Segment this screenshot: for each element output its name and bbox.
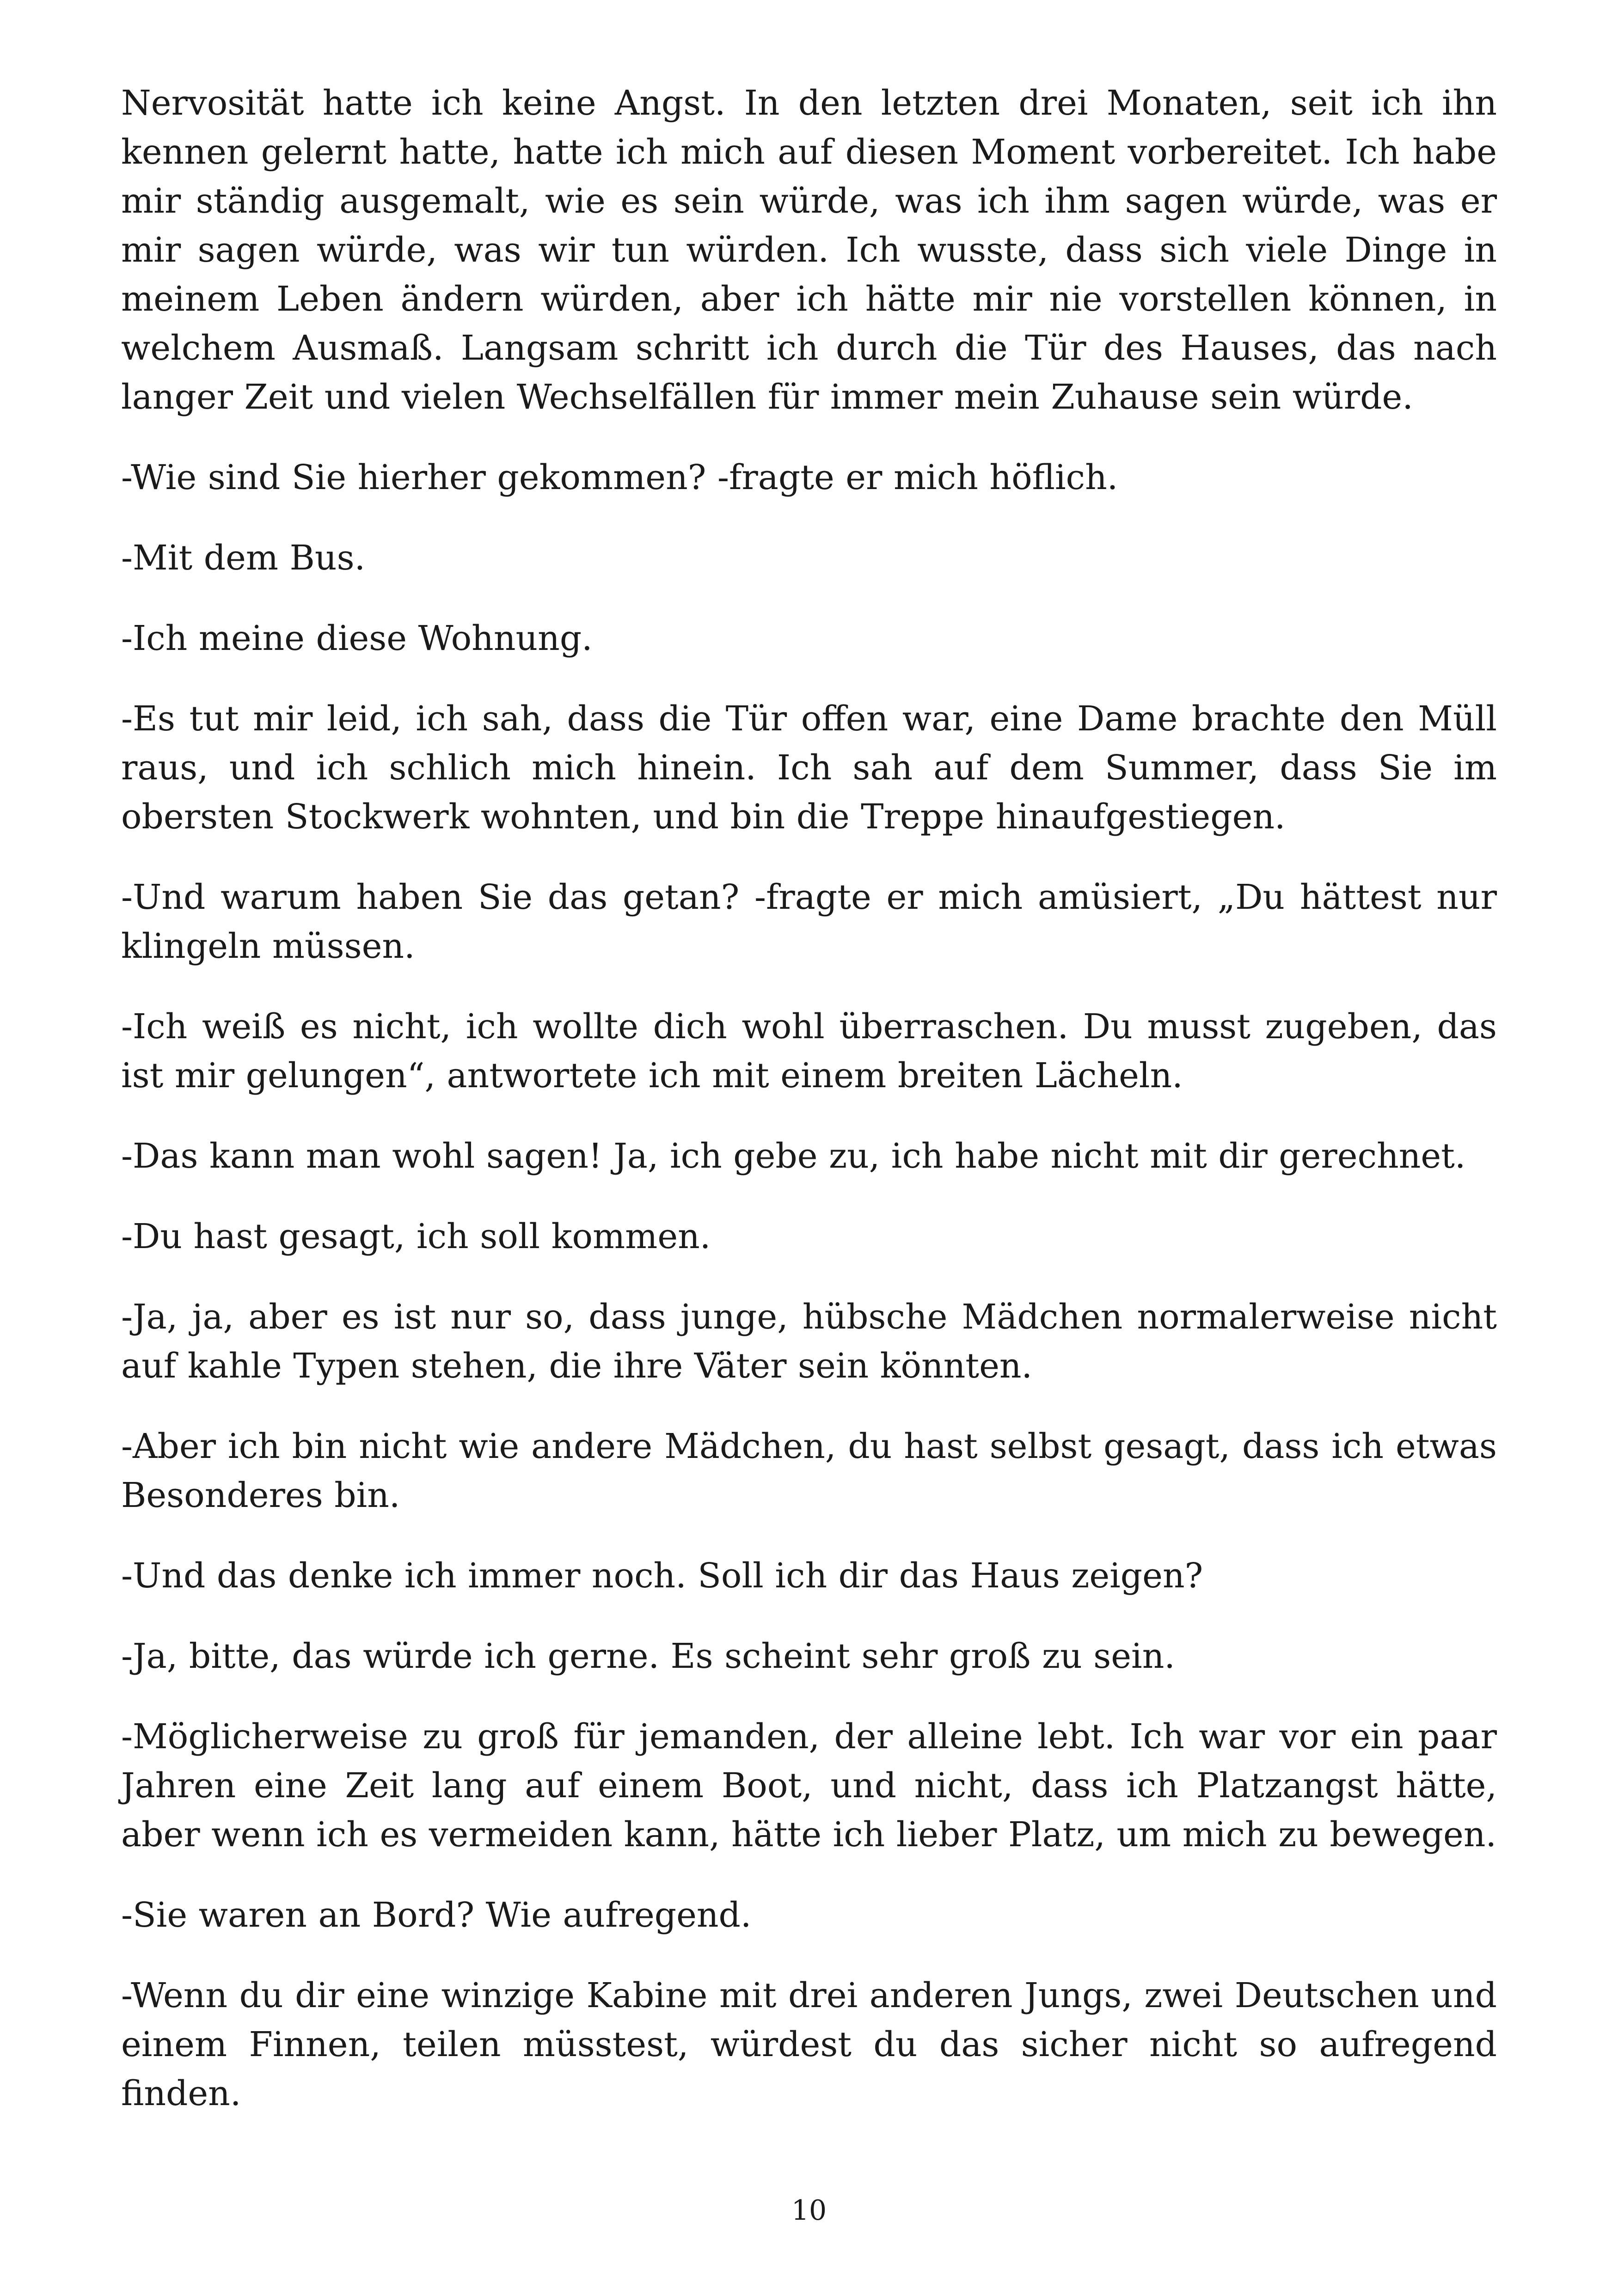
paragraph: Nervosität hatte ich keine Angst. In den letzten drei Monaten, seit ich ihn kennen gelernt hatte, hatte ich mich auf diesen Moment vorbereitet. Ich habe mir ständig ausgemalt, wie es sein würde, was ich ihm sagen würde, was er mir sagen würde, was wir tun würden. Ich wusste, dass sich viele Dinge in meinem Leben ändern würden, aber ich hätte mir nie vorstellen können, in welchem Ausmaß. Langsam schritt ich durch die Tür des Hauses, das nach langer Zeit und vielen Wechselfällen für immer mein Zuhause sein würde.	[121, 83, 1497, 417]
paragraph: -Wenn du dir eine winzige Kabine mit drei anderen Jungs, zwei Deutschen und einem Finnen, teilen müsstest, würdest du das sicher nicht so aufregend finden.	[121, 1976, 1497, 2113]
paragraph: -Wie sind Sie hierher gekommen? -fragte er mich höflich.	[121, 458, 1118, 497]
paragraph: -Möglicherweise zu groß für jemanden, der alleine lebt. Ich war vor ein paar Jahren eine Zeit lang auf einem Boot, und nicht, dass ich Platzangst hätte, aber wenn ich es vermeiden kann, hätte ich lieber Platz, um mich zu bewegen.	[121, 1717, 1497, 1855]
page-number: 10	[791, 2194, 827, 2227]
paragraph: -Und warum haben Sie das getan? -fragte er mich amüsiert, „Du hättest nur klingeln müssen.	[121, 877, 1497, 966]
body-text	[121, 79, 1497, 2149]
paragraph: -Es tut mir leid, ich sah, dass die Tür offen war, eine Dame brachte den Müll raus, und ich schlich mich hinein. Ich sah auf dem Summer, dass Sie im obersten Stockwerk wohnten, und bin die Treppe hinaufgestiegen.	[121, 699, 1497, 837]
paragraph: -Mit dem Bus.	[121, 538, 366, 578]
paragraph: -Aber ich bin nicht wie andere Mädchen, du hast selbst gesagt, dass ich etwas Besonderes bin.	[121, 1427, 1497, 1515]
paragraph: -Ich meine diese Wohnung.	[121, 618, 593, 658]
paragraph: -Und das denke ich immer noch. Soll ich dir das Haus zeigen?	[121, 1556, 1203, 1596]
paragraph: -Ja, bitte, das würde ich gerne. Es scheint sehr groß zu sein.	[121, 1636, 1175, 1676]
paragraph: -Sie waren an Bord? Wie aufregend.	[121, 1895, 752, 1935]
paragraph: -Ja, ja, aber es ist nur so, dass junge, hübsche Mädchen normalerweise nicht auf kahle Typen stehen, die ihre Väter sein könnten.	[121, 1297, 1497, 1386]
paragraph: -Das kann man wohl sagen! Ja, ich gebe zu, ich habe nicht mit dir gerechnet.	[121, 1136, 1466, 1176]
paragraph: -Du hast gesagt, ich soll kommen.	[121, 1217, 711, 1256]
paragraph: -Ich weiß es nicht, ich wollte dich wohl überraschen. Du musst zugeben, das ist mir gelungen“, antwortete ich mit einem breiten Lächeln.	[121, 1007, 1497, 1096]
